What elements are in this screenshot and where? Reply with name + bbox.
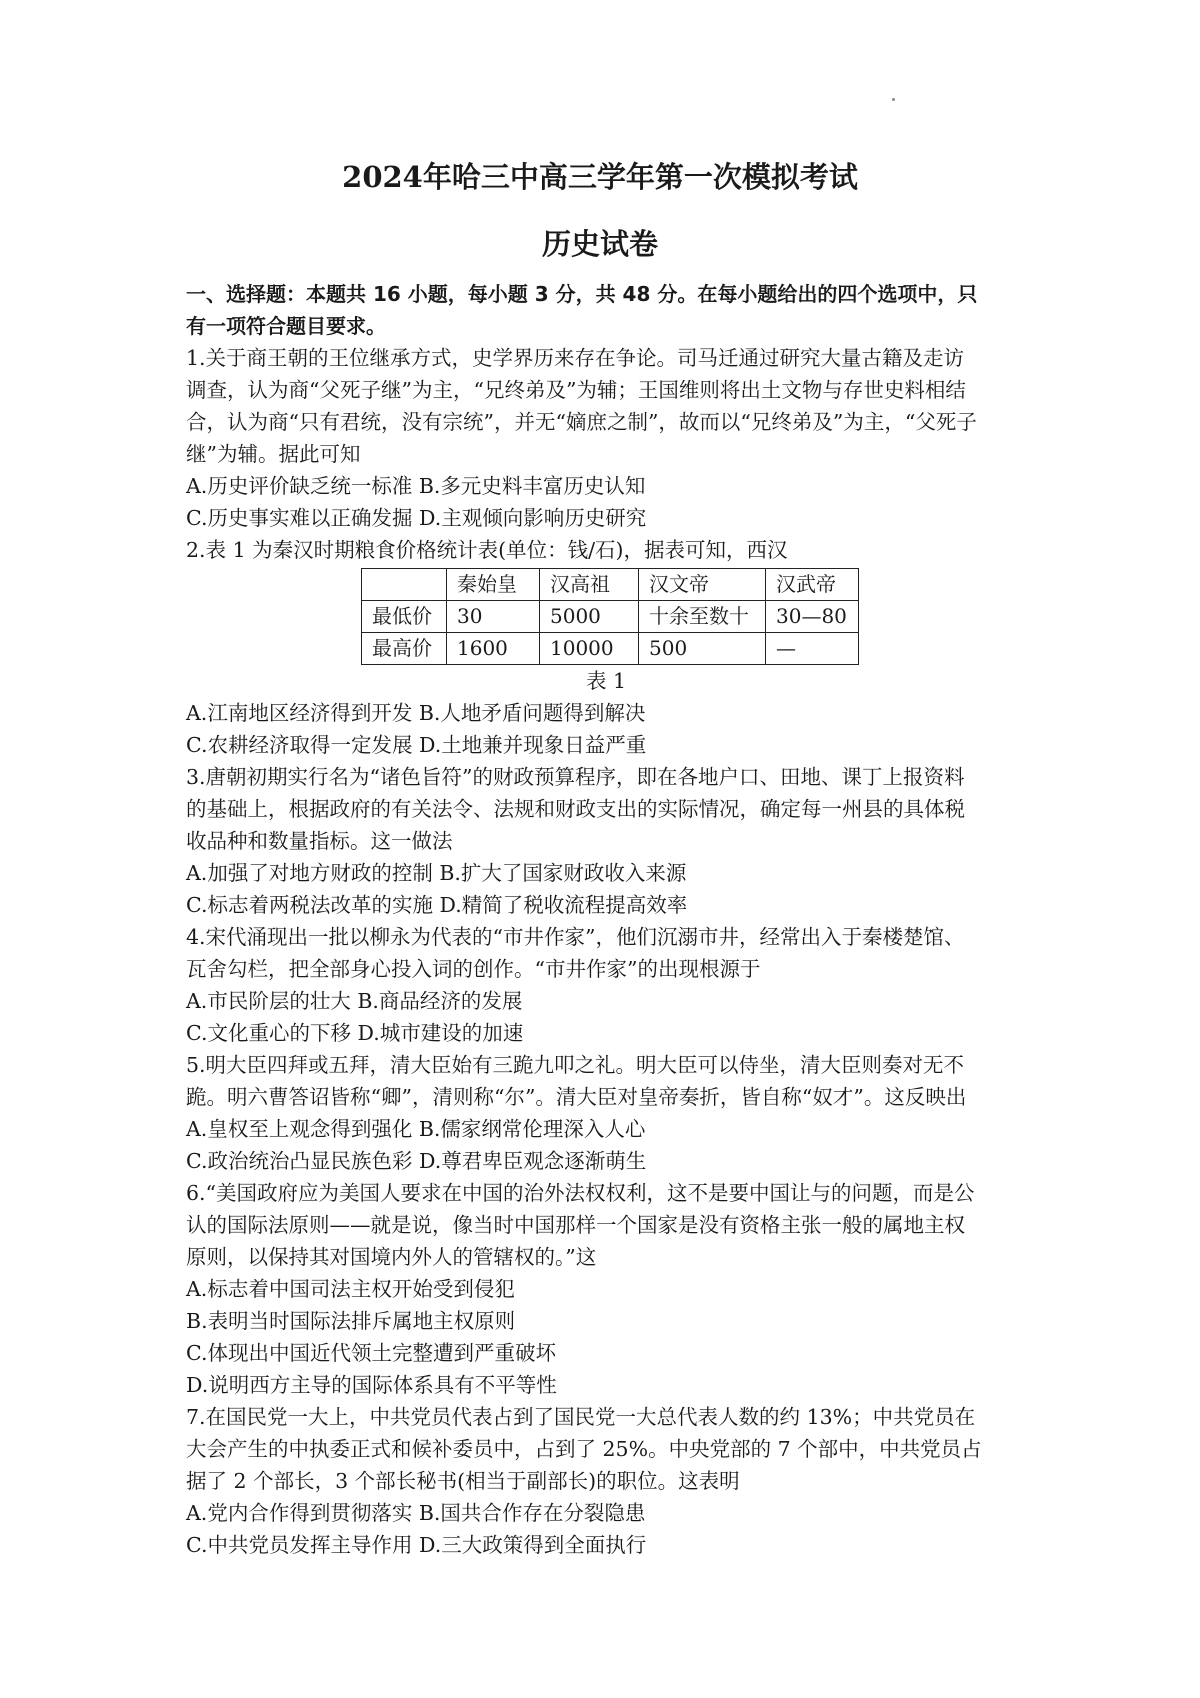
table-cell: 1600: [447, 633, 540, 665]
question-1-options-cd: C.历史事实难以正确发掘 D.主观倾向影响历史研究: [186, 506, 647, 530]
question-6-option-c: C.体现出中国近代领土完整遭到严重破坏: [186, 1341, 556, 1365]
question-1-line-2: 调查，认为商“父死子继”为主，“兄终弟及”为辅；王国维则将出土文物与存世史料相结: [186, 378, 966, 402]
question-4-line-2: 瓦舍勾栏，把全部身心投入词的创作。“市井作家”的出现根源于: [186, 957, 761, 981]
question-1: [186, 342, 1026, 534]
question-7-line-1: 7.在国民党一大上，中共党员代表占到了国民党一大总代表人数的约 13%；中共党员在: [186, 1405, 976, 1429]
question-5-line-1: 5.明大臣四拜或五拜，清大臣始有三跪九叩之礼。明大臣可以侍坐，清大臣则奏对无不: [186, 1053, 965, 1077]
exam-content: [186, 278, 1026, 1561]
question-4-options-ab: A.市民阶层的壮大 B.商品经济的发展: [186, 989, 523, 1013]
table-header-cell: [362, 569, 447, 601]
table-row: [362, 633, 859, 665]
question-1-options-ab: A.历史评价缺乏统一标准 B.多元史料丰富历史认知: [186, 474, 646, 498]
table-cell: 30—80: [766, 601, 859, 633]
question-6-option-a: A.标志着中国司法主权开始受到侵犯: [186, 1277, 515, 1301]
question-6-line-3: 原则，以保持其对国境内外人的管辖权的。”这: [186, 1245, 597, 1269]
question-4-options-cd: C.文化重心的下移 D.城市建设的加速: [186, 1021, 524, 1045]
question-1-line-1: 1.关于商王朝的王位继承方式，史学界历来存在争论。司马迁通过研究大量古籍及走访: [186, 346, 965, 370]
table-cell: 5000: [540, 601, 639, 633]
question-3-line-3: 收品种和数量指标。这一做法: [186, 829, 453, 853]
question-2: [186, 534, 1026, 761]
question-3-line-2: 的基础上，根据政府的有关法令、法规和财政支出的实际情况，确定每一州县的具体税: [186, 797, 965, 821]
table-header-cell: 汉文帝: [639, 569, 766, 601]
question-7-line-2: 大会产生的中执委正式和候补委员中，占到了 25%。中央党部的 7 个部中，中共党员占: [186, 1437, 982, 1461]
section-heading-line-2: 有一项符合题目要求。: [186, 314, 386, 338]
question-7-options-cd: C.中共党员发挥主导作用 D.三大政策得到全面执行: [186, 1533, 647, 1557]
question-4: [186, 921, 1026, 1049]
question-7: [186, 1401, 1026, 1561]
exam-title: 2024年哈三中高三学年第一次模拟考试: [342, 160, 858, 194]
table-header-cell: 秦始皇: [447, 569, 540, 601]
table-header-cell: 汉高祖: [540, 569, 639, 601]
section-heading-line-1: 一、选择题：本题共 16 小题，每小题 3 分，共 48 分。在每小题给出的四个选项中，只: [186, 282, 978, 306]
question-1-line-4: 继”为辅。据此可知: [186, 442, 361, 466]
question-4-line-1: 4.宋代涌现出一批以柳永为代表的“市井作家”，他们沉溺市井，经常出入于秦楼楚馆、: [186, 925, 965, 949]
question-1-line-3: 合，认为商“只有君统，没有宗统”，并无“嫡庶之制”，故而以“兄终弟及”为主，“父死子: [186, 410, 977, 434]
table-cell: 十余至数十: [639, 601, 766, 633]
table-cell: 最低价: [362, 601, 447, 633]
table-cell: —: [766, 633, 859, 665]
table-header-cell: 汉武帝: [766, 569, 859, 601]
question-6-line-2: 认的国际法原则——就是说，像当时中国那样一个国家是没有资格主张一般的属地主权: [186, 1213, 965, 1237]
question-5-options-cd: C.政治统治凸显民族色彩 D.尊君卑臣观念逐渐萌生: [186, 1149, 647, 1173]
grain-price-table: [361, 568, 859, 665]
table-cell: 30: [447, 601, 540, 633]
table-cell: 最高价: [362, 633, 447, 665]
question-3-options-cd: C.标志着两税法改革的实施 D.精简了税收流程提高效率: [186, 893, 688, 917]
question-3: [186, 761, 1026, 921]
table-cell: 10000: [540, 633, 639, 665]
question-6-option-b: B.表明当时国际法排斥属地主权原则: [186, 1309, 516, 1333]
question-5-options-ab: A.皇权至上观念得到强化 B.儒家纲常伦理深入人心: [186, 1117, 646, 1141]
question-3-options-ab: A.加强了对地方财政的控制 B.扩大了国家财政收入来源: [186, 861, 687, 885]
exam-subtitle: 历史试卷: [541, 227, 658, 261]
table-row: [362, 601, 859, 633]
table-header-row: [362, 569, 859, 601]
table-cell: 500: [639, 633, 766, 665]
question-5-line-2: 跪。明六曹答诏皆称“卿”，清则称“尔”。清大臣对皇帝奏折，皆自称“奴才”。这反映出: [186, 1085, 967, 1109]
question-2-options-ab: A.江南地区经济得到开发 B.人地矛盾问题得到解决: [186, 701, 646, 725]
question-6-line-1: 6.“美国政府应为美国人要求在中国的治外法权权利，这不是要中国让与的问题，而是公: [186, 1181, 975, 1205]
question-2-stem: 2.表 1 为秦汉时期粮食价格统计表(单位：钱/石)，据表可知，西汉: [186, 538, 788, 562]
question-7-line-3: 据了 2 个部长，3 个部长秘书(相当于副部长)的职位。这表明: [186, 1469, 740, 1493]
question-6-option-d: D.说明西方主导的国际体系具有不平等性: [186, 1373, 557, 1397]
scan-speck: [892, 98, 895, 101]
question-5: [186, 1049, 1026, 1177]
table-caption: 表 1: [585, 669, 627, 693]
question-3-line-1: 3.唐朝初期实行名为“诸色旨符”的财政预算程序，即在各地户口、田地、课丁上报资料: [186, 765, 965, 789]
question-6: [186, 1177, 1026, 1401]
question-7-options-ab: A.党内合作得到贯彻落实 B.国共合作存在分裂隐患: [186, 1501, 646, 1525]
question-2-options-cd: C.农耕经济取得一定发展 D.土地兼并现象日益严重: [186, 733, 647, 757]
